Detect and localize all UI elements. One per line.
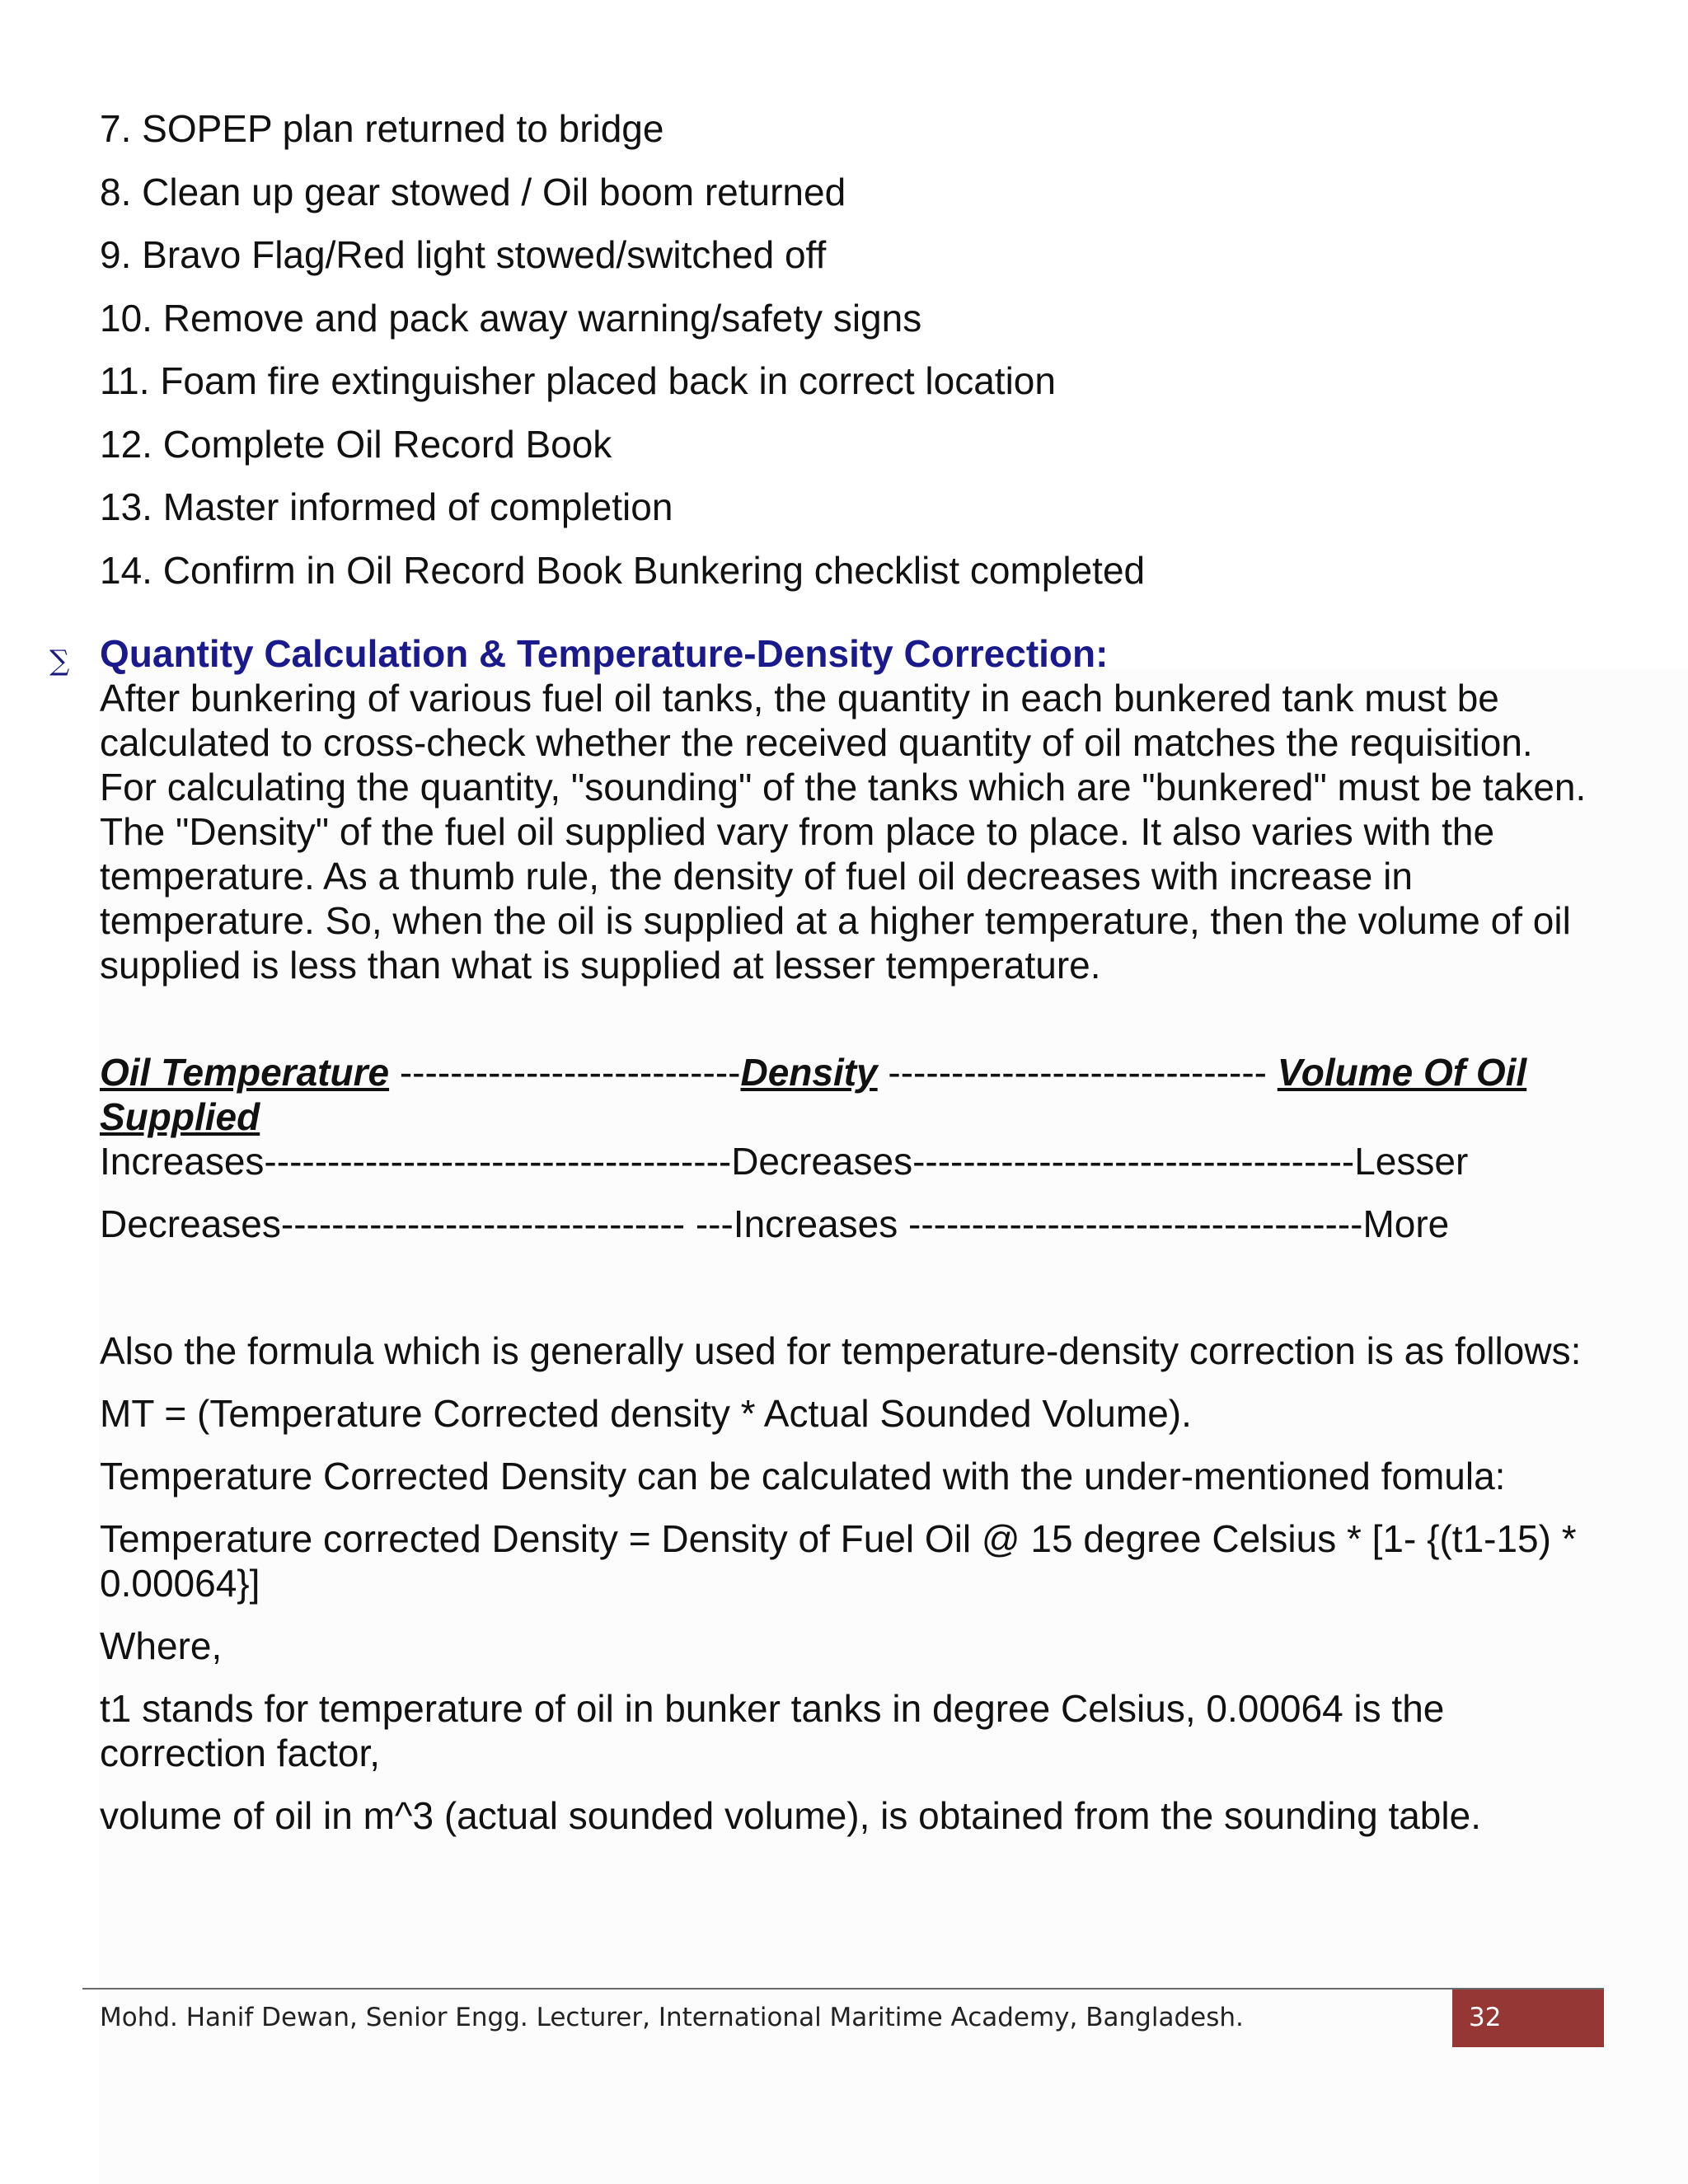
list-item: 13. Master informed of completion — [100, 485, 673, 528]
intro-paragraph: After bunkering of various fuel oil tanks, the quantity in each bunkered tank must be calculated to cross-check whether the received quantity of oil matches the requisition. For calculating the quantity, "sounding" of the tanks which are "bunkered" must be taken. The "Density" of the fuel oil supplied vary from place to place. It also varies with the temperature. As a thumb rule, the density of fuel oil decreases with increase in temperature. So, when the oil is supplied at a higher temperature, then the volume of oil supplied is less than what is supplied at lesser temperature. — [100, 677, 1587, 987]
temperature-density-relation — [100, 1050, 1600, 1246]
page-number-box — [1452, 1990, 1604, 2047]
sigma-bullet-icon: ∑ — [49, 644, 70, 677]
relation-header — [100, 1050, 1600, 1139]
header-oil-temperature: Oil Temperature — [100, 1051, 390, 1094]
tcd-formula: Temperature corrected Density = Density of Fuel Oil @ 15 degree Celsius * [1- {(t1-15) * 0.00064}] — [100, 1517, 1577, 1605]
list-item: 8. Clean up gear stowed / Oil boom returned — [100, 170, 846, 213]
mt-formula: MT = (Temperature Corrected density * Actual Sounded Volume). — [100, 1392, 1192, 1435]
header-volume-supplied: Volume Of Oil Supplied — [100, 1051, 1527, 1138]
relation-row-increase: Increases-------------------------------------Decreases-----------------------------------Lesser — [100, 1140, 1469, 1183]
volume-definition: volume of oil in m^3 (actual sounded volume), is obtained from the sounding table. — [100, 1794, 1481, 1837]
bunkering-checklist — [100, 97, 1145, 602]
list-item: 10. Remove and pack away warning/safety signs — [100, 296, 922, 340]
list-item: 7. SOPEP plan returned to bridge — [100, 107, 664, 150]
section-heading: Quantity Calculation & Temperature-Density Correction: — [100, 632, 1109, 675]
header-separator: --------------------------- — [389, 1051, 741, 1094]
footer-divider — [82, 1988, 1604, 1990]
header-density: Density — [740, 1051, 878, 1094]
list-item: 14. Confirm in Oil Record Book Bunkering checklist completed — [100, 548, 1146, 592]
t1-definition: t1 stands for temperature of oil in bunker tanks in degree Celsius, 0.00064 is the correction factor, — [100, 1687, 1445, 1774]
list-item: 11. Foam fire extinguisher placed back in correct location — [100, 359, 1056, 402]
list-item: 12. Complete Oil Record Book — [100, 422, 612, 466]
relation-row-decrease: Decreases-------------------------------- ---Increases ------------------------------------More — [100, 1202, 1450, 1245]
header-separator: ------------------------------ — [877, 1051, 1278, 1094]
tcd-intro: Temperature Corrected Density can be calculated with the under-mentioned fomula: — [100, 1455, 1506, 1497]
list-item: 9. Bravo Flag/Red light stowed/switched off — [100, 233, 827, 276]
formula-intro: Also the formula which is generally used for temperature-density correction is as follows: — [100, 1329, 1582, 1372]
formula-section — [100, 1329, 1600, 1856]
where-label: Where, — [100, 1624, 223, 1667]
footer-author: Mohd. Hanif Dewan, Senior Engg. Lecturer, International Maritime Academy, Bangladesh. — [100, 2003, 1244, 2032]
page-number: 32 — [1469, 2003, 1502, 2032]
